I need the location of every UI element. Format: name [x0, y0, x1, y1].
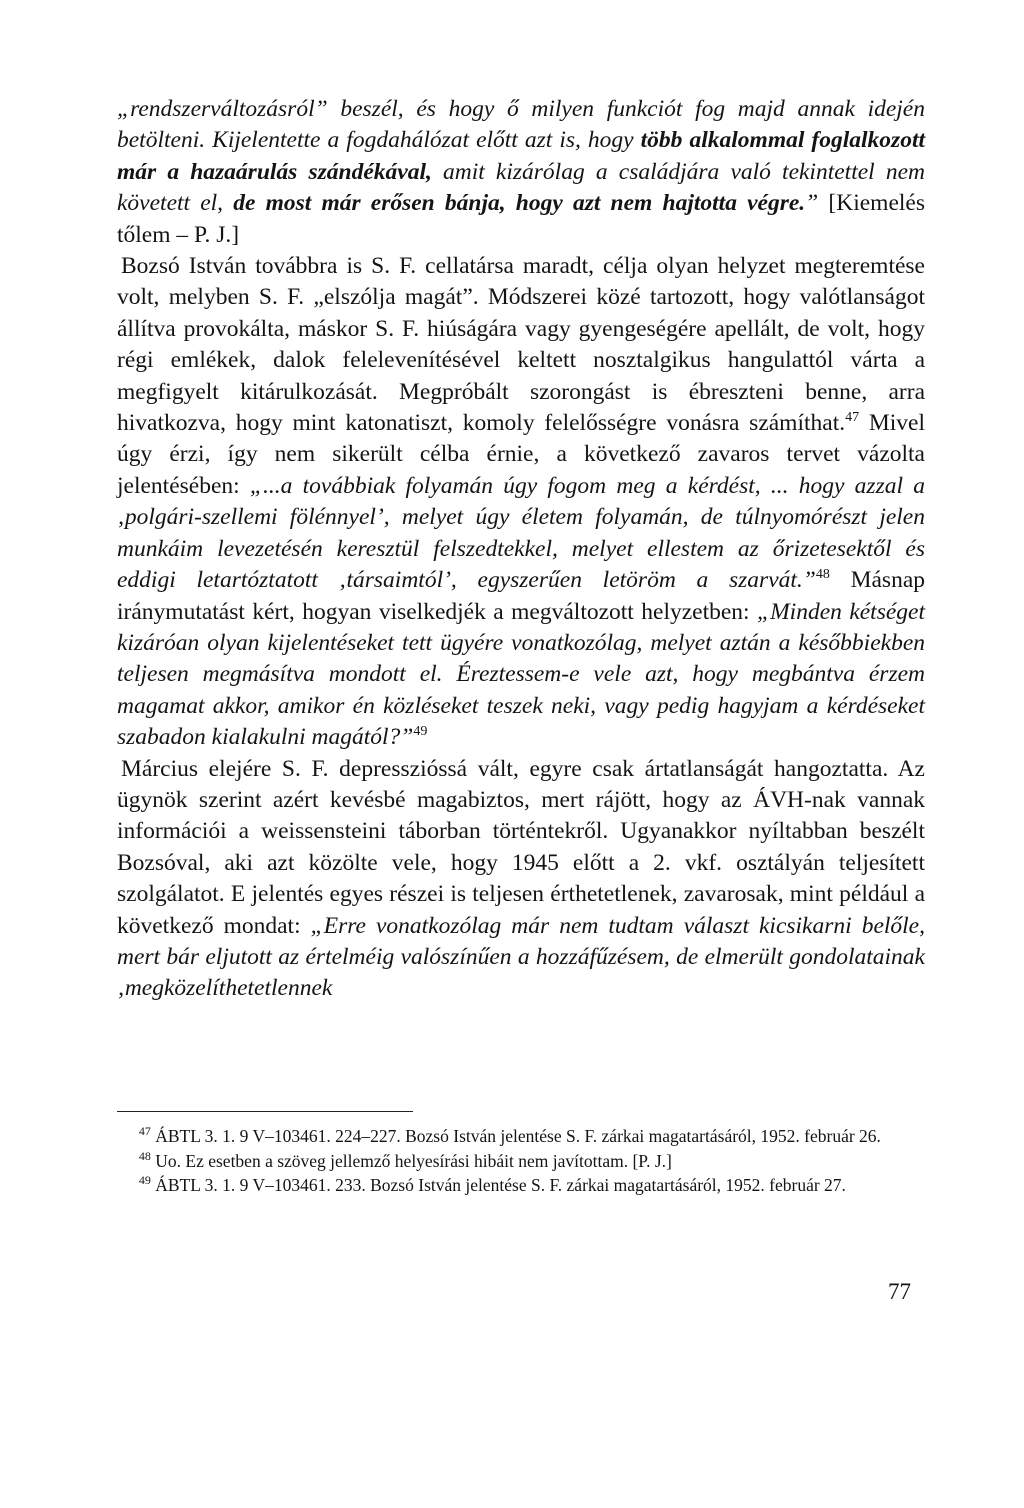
italic-quote: „Minden kétséget kizáróan olyan kijelentéseket tett ügyére vonatkozólag, melyet aztán a későbbiekben teljesen megmásítva mondott el. Éreztessem-e vele azt, hogy megbántva érzem magamat akkor, amikor én közléseket teszek neki, vagy pedig hagyjam a kérdéseket szabadon kialakulni magától?”	[117, 598, 926, 751]
text-run: Bozsó István továbbra is S. F. cellatársa maradt, célja olyan helyzet megteremtése volt, melyben S. F. „elszólja magát”. Módszerei közé tartozott, hogy valótlanságot állítva provokálta, máskor S. F. hiúságára vagy gyengeségére apellált, de volt, hogy régi emlékek, dalok felelevenítésével keltett nosztalgikus hangulattól várta a megfigyelt kitárulkozását. Megpróbált szorongást is ébreszteni benne, arra hivatkozva, hogy mint katonatiszt, komoly felelősségre vonásra számíthat.	[117, 253, 925, 437]
emphasis-bold-italic: de most már erősen bánja, hogy azt nem hajtotta végre.	[233, 190, 806, 217]
italic-quote: amit kizárólag a családjára való tekintettel nem követett el,	[117, 158, 925, 217]
italic-quote: ”	[805, 190, 819, 217]
text-run: Március elejére S. F. depresszióssá vált, egyre csak ártatlanságát hangoztatta. Az ügynök szerint azért kevésbé magabiztos, mert rájött, hogy az ÁVH-nak vannak információi a weissensteini táborban történtekről. Ugyanakkor nyíltabban beszélt Bozsóval, aki azt közölte vele, hogy 1945 előtt a 2. vkf. osztályán teljesített szolgálatot. E jelentés egyes részei is teljesen érthetetlenek, zavarosak, mint például a következő mondat:	[117, 755, 925, 939]
footnote-reference: 48	[815, 567, 830, 583]
italic-quote: „...a továbbiak folyamán úgy fogom meg a kérdést, ... hogy azzal a ‚polgári-szellemi fölénnyel’, melyet úgy életem folyamán, de túlnyomórészt jelen munkáim levezetésén keresztül felszedtekkel, melyet ellestem az őrizetesektől és eddigi letartóztatott ‚társaimtól’, egyszerűen letöröm a szarvát.”	[117, 472, 925, 594]
footnote-49	[117, 1173, 925, 1198]
paragraph-bozso	[117, 251, 925, 754]
italic-quote: „rendszerváltozásról” beszél, és hogy ő milyen funkciót fog majd annak idején betölteni. Kijelentette a fogdahálózat előtt azt is, hogy	[117, 96, 925, 154]
footnote-47	[117, 1124, 925, 1149]
footnote-text: Uo. Ez esetben a szöveg jellemző helyesírási hibáit nem javítottam. [P. J.]	[155, 1150, 672, 1171]
footnote-number: 48	[138, 1148, 151, 1163]
main-text-block	[117, 94, 925, 1005]
paragraph-continued	[117, 94, 925, 251]
footnotes	[117, 1124, 925, 1198]
paragraph-marcius	[117, 754, 925, 1005]
emphasis-bold-italic: több alkalommal foglalkozott már a hazaárulás szándékával,	[117, 127, 925, 185]
text-run: Másnap iránymutatást kért, hogyan viselkedjék a megváltozott helyzetben:	[117, 567, 925, 625]
text-run: Mivel úgy érzi, így nem sikerült célba érnie, a következő zavaros tervet vázolta jelentésében:	[117, 410, 926, 499]
body-text	[117, 94, 925, 1005]
footnote-separator	[117, 1111, 413, 1112]
footnote-text: ÁBTL 3. 1. 9 V–103461. 224–227. Bozsó István jelentése S. F. zárkai magatartásáról, 1952. február 26.	[155, 1126, 881, 1146]
italic-quote: „Erre vonatkozólag már nem tudtam választ kicsikarni belőle, mert bár eljutott az értelméig valószínűen a hozzáfűzésem, de elmerült gondolatainak ‚megközelíthetetlennek	[117, 912, 925, 1002]
text-run: [Kiemelés tőlem – P. J.]	[117, 190, 925, 248]
footnote-number: 49	[138, 1173, 151, 1187]
footnote-48	[117, 1149, 925, 1174]
footnote-reference: 49	[413, 724, 428, 740]
footnote-reference: 47	[845, 410, 860, 426]
page-number: 77	[888, 1279, 911, 1304]
footnote-number: 47	[138, 1124, 151, 1138]
footnote-text: ÁBTL 3. 1. 9 V–103461. 233. Bozsó István jelentése S. F. zárkai magatartásáról, 1952. február 27.	[155, 1175, 846, 1195]
